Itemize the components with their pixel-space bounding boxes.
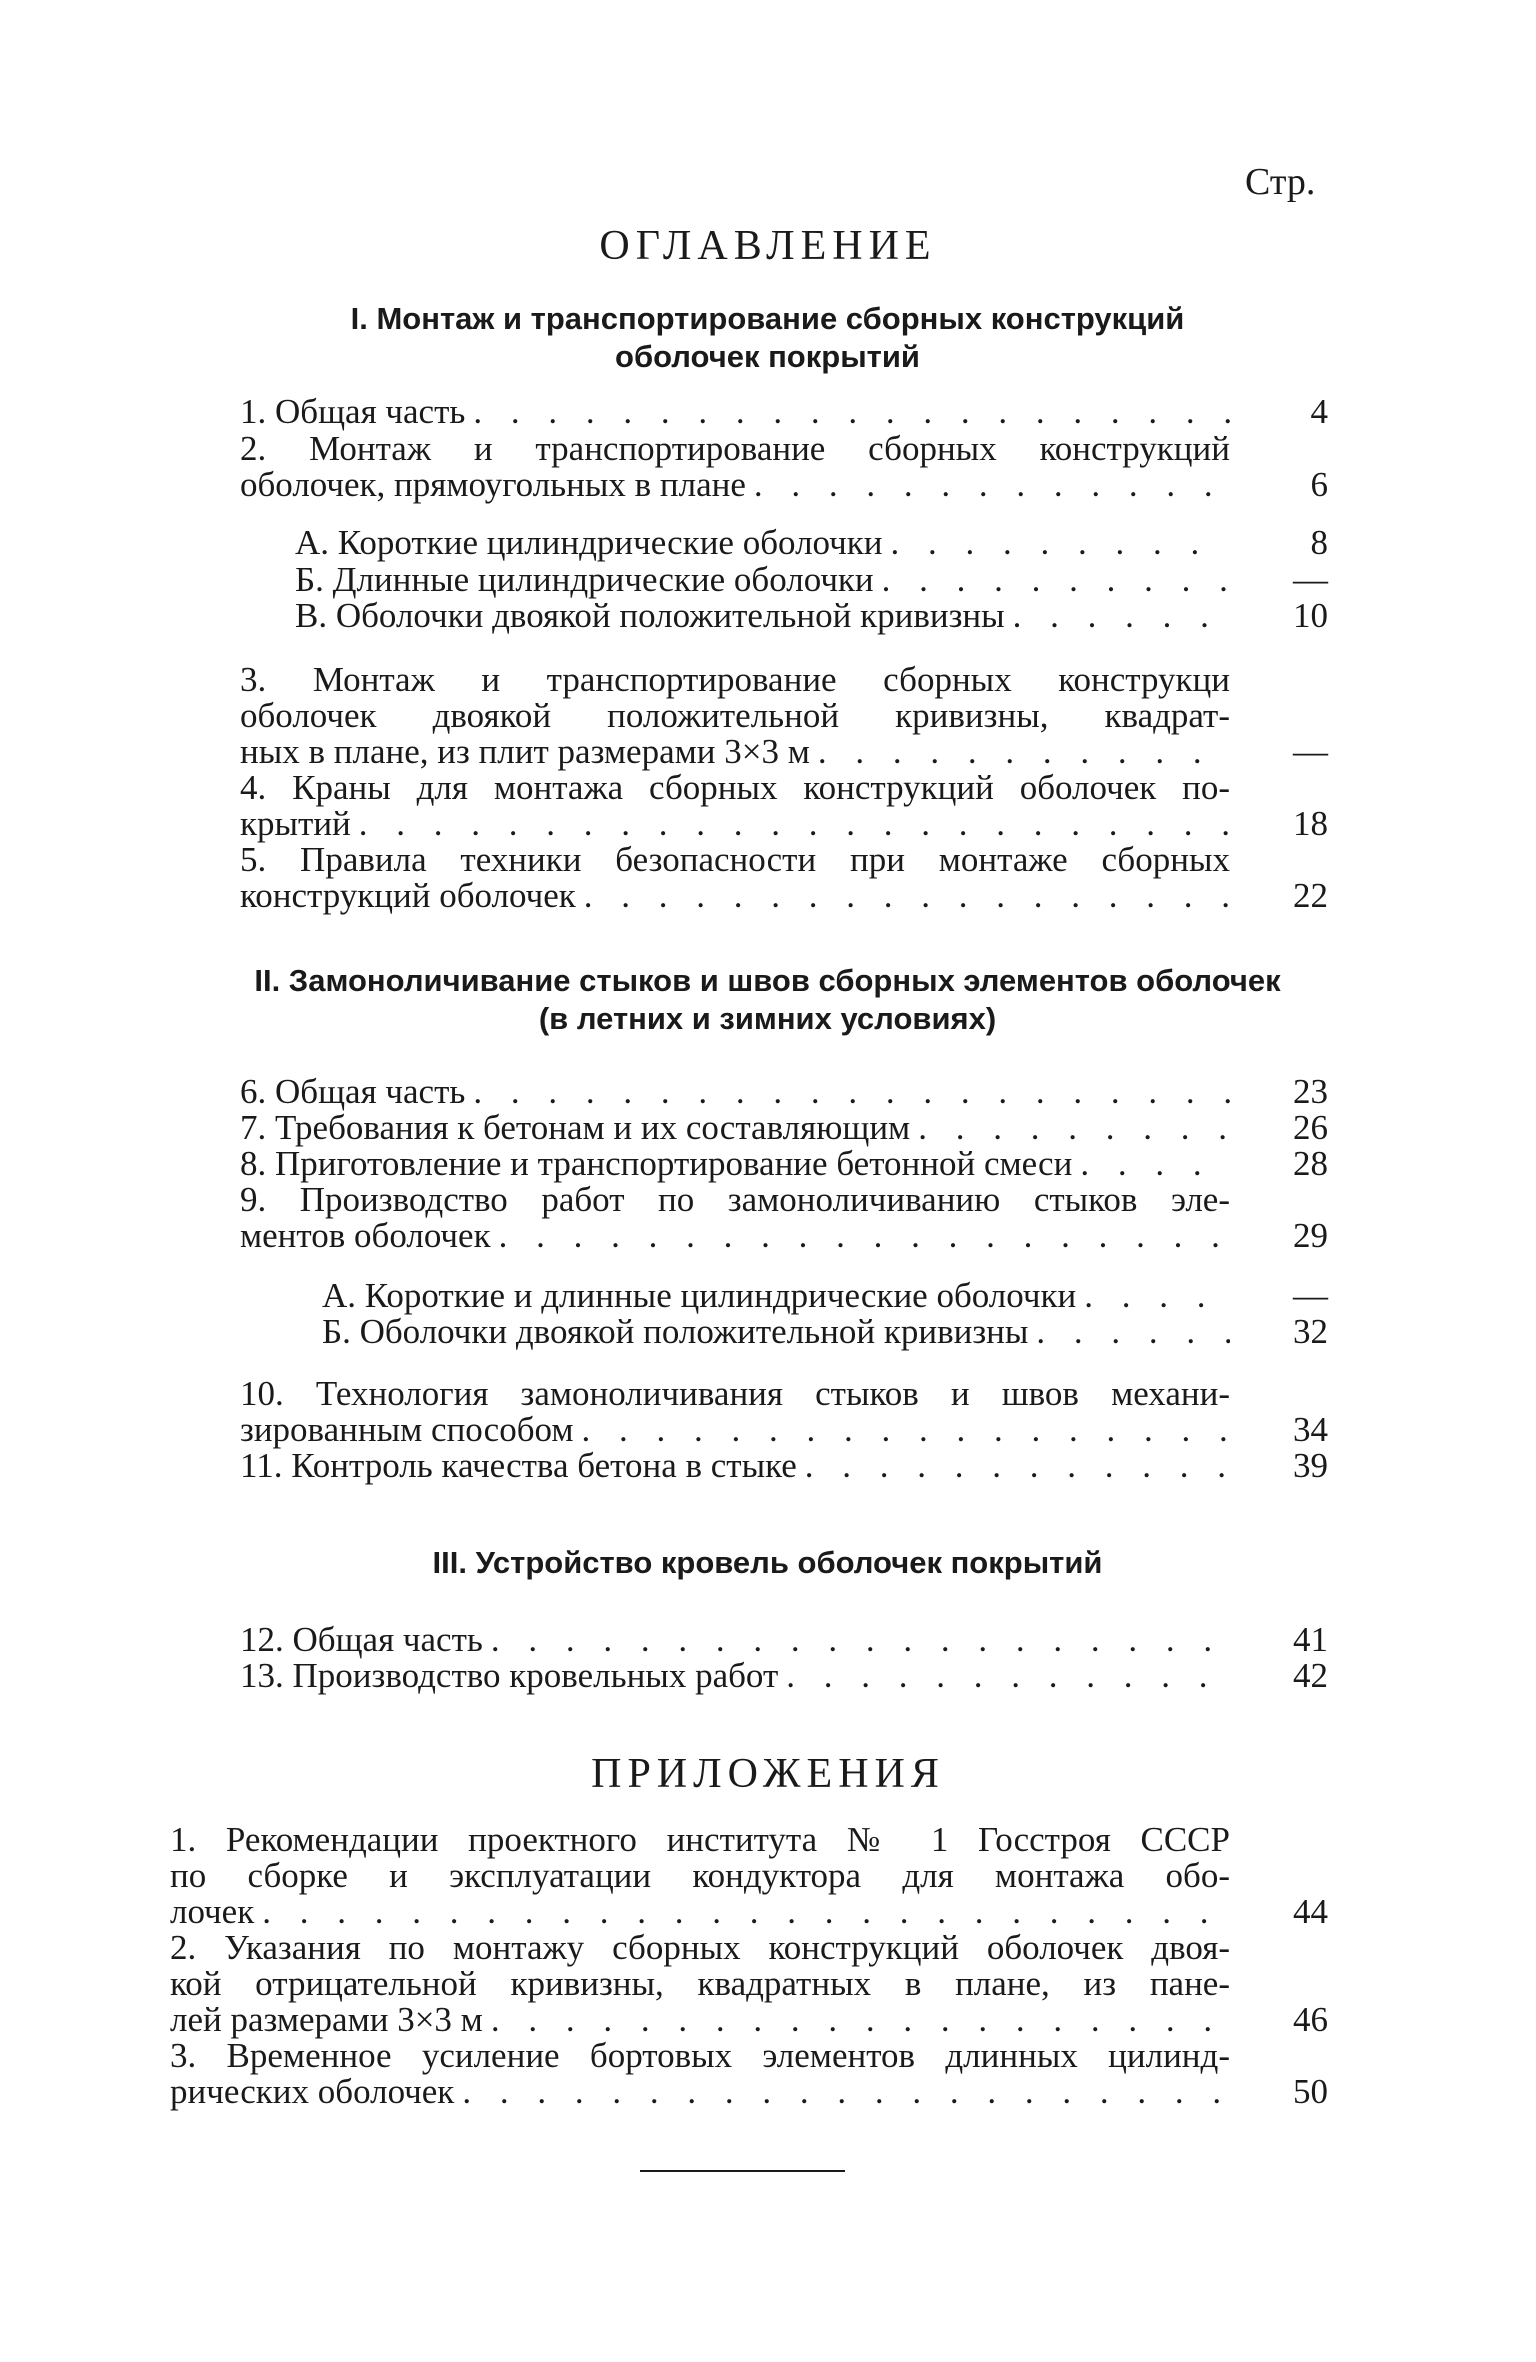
page-number: 32 [1293,1312,1328,1351]
dot-leader [1076,1278,1230,1314]
entry-text: лочек [170,1892,255,1931]
toc-entry-1 [240,392,1328,431]
entry-text: 12. Общая часть [240,1620,483,1659]
entry-text: оболочек двоякой положительной кривизны, квадрат- [240,696,1230,735]
toc-entry-2b [295,560,1328,599]
entry-text: 2. Указания по монтажу сборных конструкций оболочек двоя- [170,1928,1230,1967]
toc-entry-8 [240,1144,1328,1183]
entry-text: 8. Приготовление и транспортирование бетонной смеси [240,1144,1073,1183]
entry-text: ных в плане, из плит размерами 3×3 м [240,732,810,771]
section-2-heading: II. Замоноличивание стыков и швов сборных элементов оболочек (в летних и зимних условиях) [254,963,1281,1036]
entry-text: 3. Временное усиление бортовых элементов длинных цилинд- [170,2036,1230,2075]
entry-text: кой отрицательной кривизны, квадратных в плане, из пане- [170,1964,1230,2003]
entry-text: 4. Краны для монтажа сборных конструкций оболочек по- [240,768,1230,807]
page-number: 41 [1293,1620,1328,1659]
page-number: 26 [1293,1108,1328,1147]
entry-text: 7. Требования к бетонам и их составляющим [240,1108,911,1147]
entry-text: 13. Производство кровельных работ [240,1656,779,1695]
entry-text: 9. Производство работ по замоноличиванию стыков эле- [240,1180,1230,1219]
dot-leader [874,562,1230,598]
entry-text: ментов оболочек [240,1216,491,1255]
entry-text: Б. Длинные цилиндрические оболочки [295,560,874,599]
dot-leader [491,1218,1230,1254]
page-number: 39 [1293,1446,1328,1485]
dot-leader [465,394,1230,430]
toc-entry-10 [240,1374,1328,1449]
page-number: — [1293,1276,1328,1315]
toc-entry-2c [295,596,1328,635]
page-number: — [1293,560,1328,599]
entry-text: рических оболочек [170,2072,455,2111]
page-number: 44 [1293,1892,1328,1931]
page-number: 23 [1293,1072,1328,1111]
toc-entry-12 [240,1620,1328,1659]
entry-text: 6. Общая часть [240,1072,466,1111]
entry-text: оболочек, прямоугольных в плане [240,465,746,504]
dot-leader [574,1412,1231,1448]
appendix-title: ПРИЛОЖЕНИЯ [591,1751,945,1797]
dot-leader [778,1658,1230,1694]
page-column-label: Стр. [1245,161,1316,203]
page-number: 10 [1293,596,1328,635]
dot-leader [797,1448,1230,1484]
entry-text: 5. Правила техники безопасности при монтаже сборных [240,840,1230,879]
dot-leader [483,1622,1230,1658]
section-3-heading: III. Устройство кровель оболочек покрытий [432,1545,1103,1580]
entry-text: зированным способом [240,1410,574,1449]
entry-text: А. Короткие и длинные цилиндрические оболочки [322,1276,1077,1315]
toc-entry-4 [240,768,1328,843]
dot-leader [910,1110,1230,1146]
entry-text: А. Короткие цилиндрические оболочки [295,523,883,562]
end-separator-line [640,2170,845,2172]
dot-leader [465,1074,1230,1110]
dot-leader [746,467,1230,503]
page-number: 8 [1310,523,1328,562]
entry-text: 1. Общая часть [240,392,466,431]
entry-text: по сборке и эксплуатации кондуктора для монтажа обо- [170,1856,1230,1895]
entry-text: 3. Монтаж и транспортирование сборных конструкци [240,660,1230,699]
dot-leader [1072,1146,1230,1182]
entry-text: 10. Технология замоноличивания стыков и швов механи- [240,1374,1230,1413]
entry-text: Б. Оболочки двоякой положительной кривизны [322,1312,1029,1351]
dot-leader [1005,598,1230,634]
page-number: 22 [1293,876,1328,915]
toc-entry-6 [240,1072,1328,1111]
dot-leader [351,806,1230,842]
toc-entry-9b [322,1312,1328,1351]
entry-text: 1. Рекомендации проектного института № 1 Госстроя СССР [170,1820,1230,1859]
toc-entry-13 [240,1656,1328,1695]
entry-text: В. Оболочки двоякой положительной кривизны [295,596,1005,635]
page-number: 4 [1310,392,1328,431]
dot-leader [810,734,1230,770]
entry-text: конструкций оболочек [240,876,576,915]
entry-text: 2. Монтаж и транспортирование сборных конструкций [240,429,1230,468]
page-number: 34 [1293,1410,1328,1449]
dot-leader [483,2002,1230,2038]
entry-text: 11. Контроль качества бетона в стыке [240,1446,797,1485]
dot-leader [882,525,1230,561]
dot-leader [254,1894,1230,1930]
page-number: 29 [1293,1216,1328,1255]
page-number: — [1293,732,1328,771]
appendix-entry-3 [170,2036,1328,2111]
toc-entry-9a [322,1276,1328,1315]
dot-leader [1028,1314,1230,1350]
dot-leader [454,2074,1230,2110]
dot-leader [576,878,1230,914]
page-number: 42 [1293,1656,1328,1695]
page-number: 28 [1293,1144,1328,1183]
entry-text: крытий [240,804,351,843]
toc-entry-9 [240,1180,1328,1255]
page-number: 46 [1293,2000,1328,2039]
page-number: 50 [1293,2072,1328,2111]
entry-text: лей размерами 3×3 м [170,2000,483,2039]
toc-entry-5 [240,840,1328,915]
toc-entry-11 [240,1446,1328,1485]
appendix-entry-2 [170,1928,1328,2039]
toc-entry-2 [240,429,1328,504]
page-number: 18 [1293,804,1328,843]
toc-entry-7 [240,1108,1328,1147]
section-1-heading: I. Монтаж и транспортирование сборных конструкций оболочек покрытий [350,301,1185,374]
toc-entry-2a [295,523,1328,562]
toc-entry-3 [240,660,1328,771]
page-number: 6 [1310,465,1328,504]
toc-title: ОГЛАВЛЕНИЕ [599,223,937,269]
appendix-entry-1 [170,1820,1328,1931]
